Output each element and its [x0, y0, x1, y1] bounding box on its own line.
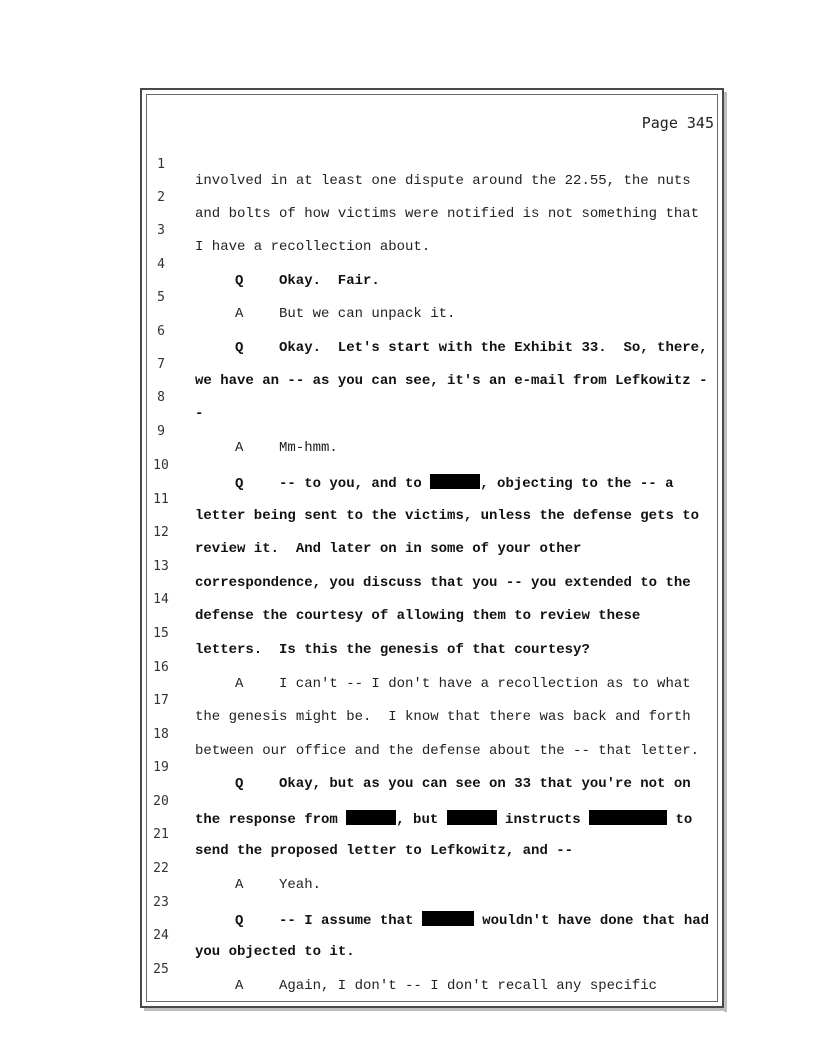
frame-shadow-bottom	[144, 1008, 727, 1011]
speaker-label: A	[235, 978, 244, 994]
transcript-line	[0, 946, 816, 994]
transcript-line	[0, 374, 816, 422]
question-text: instructs	[496, 812, 590, 828]
speaker-label: A	[235, 440, 244, 456]
answer-text: Mm-hmm.	[279, 440, 338, 456]
line-text: involved in at least one dispute around the 22.55, the nuts	[195, 173, 691, 189]
transcript-line	[0, 174, 816, 222]
transcript-line	[0, 476, 816, 524]
line-number: 11	[153, 492, 169, 507]
question-text: , but	[396, 812, 447, 828]
question-text: wouldn't have done that had	[473, 913, 710, 929]
line-text: correspondence, you discuss that you -- you extended to the	[195, 575, 691, 591]
answer-text: Yeah.	[279, 877, 322, 893]
transcript-line	[0, 341, 816, 389]
line-number: 13	[153, 559, 169, 574]
line-text: review it. And later on in some of your other	[195, 541, 582, 557]
question-text: Okay, but as you can see on 33 that you're not on	[279, 776, 691, 792]
transcript-line	[0, 644, 816, 692]
transcript-line	[0, 274, 816, 322]
line-text: letter being sent to the victims, unless the defense gets to	[195, 508, 700, 524]
question-text: Okay. Fair.	[279, 273, 380, 289]
line-number: 7	[157, 357, 165, 372]
line-text: send the proposed letter to Lefkowitz, and --	[195, 843, 574, 859]
line-number: 25	[153, 962, 169, 977]
question-text: -- to you, and to	[279, 476, 431, 492]
speaker-label: A	[235, 877, 244, 893]
transcript-line	[0, 509, 816, 557]
speaker-label: A	[235, 676, 244, 692]
transcript-line	[0, 408, 816, 456]
line-text: you objected to it.	[195, 944, 355, 960]
transcript-line	[0, 677, 816, 725]
line-text: I have a recollection about.	[195, 239, 431, 255]
transcript-line	[0, 241, 816, 289]
line-number: 15	[153, 626, 169, 641]
transcript-line	[0, 442, 816, 492]
line-number: 5	[157, 290, 165, 305]
question-text: to	[667, 812, 693, 828]
line-text	[235, 978, 657, 994]
question-text: Okay. Let's start with the Exhibit 33. So, there,	[279, 340, 708, 356]
line-number: 14	[153, 592, 169, 607]
speaker-label: Q	[235, 776, 244, 792]
transcript-line	[0, 308, 816, 356]
line-number: 21	[153, 827, 169, 842]
answer-text: Again, I don't -- I don't recall any specific	[279, 978, 658, 994]
line-text: defense the courtesy of allowing them to review these	[195, 608, 641, 624]
line-number: 1	[157, 157, 165, 172]
line-number: 4	[157, 257, 165, 272]
line-text: between our office and the defense about the -- that letter.	[195, 743, 700, 759]
transcript-line	[0, 912, 816, 960]
speaker-label: Q	[235, 476, 244, 492]
transcript-line	[0, 576, 816, 624]
question-text: -- I assume that	[279, 913, 422, 929]
line-text: -	[195, 406, 204, 422]
page-number: Page 345	[641, 114, 714, 132]
speaker-label: A	[235, 306, 244, 322]
transcript-line	[0, 207, 816, 255]
line-text: we have an -- as you can see, it's an e-mail from Lefkowitz -	[195, 373, 708, 389]
transcript-line	[0, 879, 816, 929]
line-number: 23	[153, 895, 169, 910]
speaker-label: Q	[235, 273, 244, 289]
line-number: 20	[153, 794, 169, 809]
line-text: and bolts of how victims were notified is not something that	[195, 206, 700, 222]
transcript-line	[0, 543, 816, 591]
transcript-line	[0, 845, 816, 893]
speaker-label: Q	[235, 913, 244, 929]
line-number: 6	[157, 324, 165, 339]
line-number: 8	[157, 390, 165, 405]
question-text: , objecting to the -- a	[480, 476, 674, 492]
transcript-line	[0, 141, 816, 189]
transcript-line	[0, 778, 816, 828]
line-number: 17	[153, 693, 169, 708]
transcript-line	[0, 711, 816, 759]
transcript-line	[0, 744, 816, 792]
answer-text: I can't -- I don't have a recollection as to what	[279, 676, 691, 692]
line-number: 3	[157, 223, 165, 238]
transcript-line	[0, 610, 816, 658]
line-number: 16	[153, 660, 169, 675]
line-text: the genesis might be. I know that there was back and forth	[195, 709, 691, 725]
speaker-label: Q	[235, 340, 244, 356]
line-number: 12	[153, 525, 169, 540]
question-text: the response from	[195, 812, 347, 828]
line-number: 9	[157, 424, 165, 439]
line-number: 19	[153, 760, 169, 775]
line-text: letters. Is this the genesis of that courtesy?	[195, 642, 590, 658]
line-number: 18	[153, 727, 169, 742]
line-number: 2	[157, 190, 165, 205]
line-number: 24	[153, 928, 169, 943]
line-number: 22	[153, 861, 169, 876]
transcript-line	[0, 811, 816, 859]
line-number: 10	[153, 458, 169, 473]
answer-text: But we can unpack it.	[279, 306, 456, 322]
